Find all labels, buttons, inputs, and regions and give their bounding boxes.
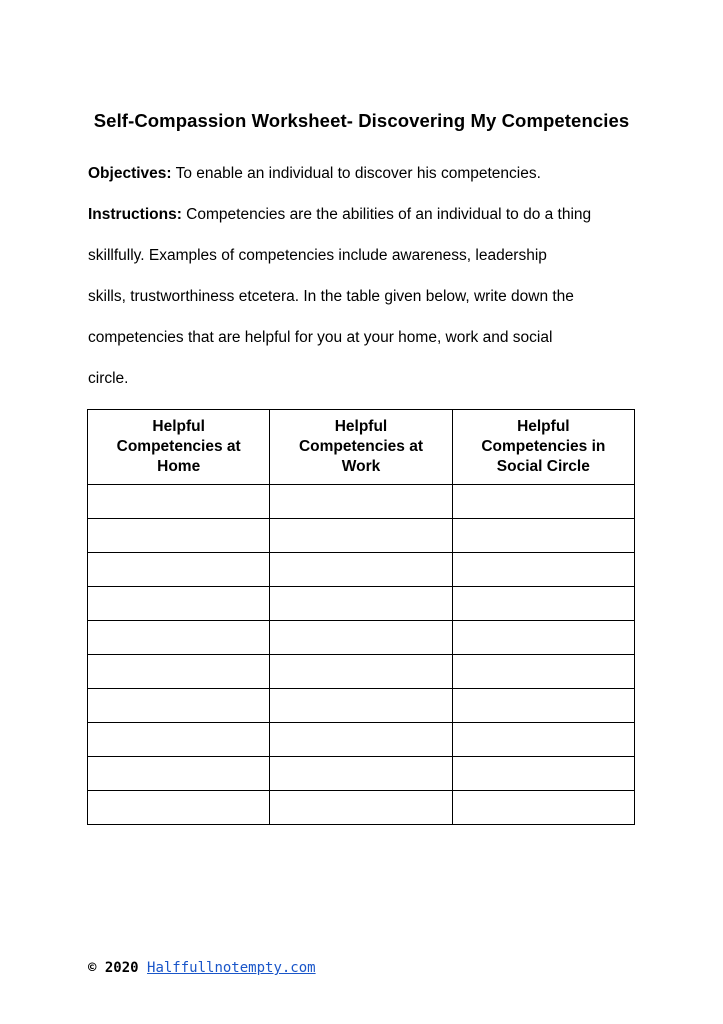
table-cell-social-circle[interactable] [452, 689, 634, 723]
objectives-paragraph [88, 153, 648, 194]
table-body [88, 485, 635, 825]
table-cell-home[interactable] [88, 791, 270, 825]
table-cell-social-circle[interactable] [452, 655, 634, 689]
objectives-label: Objectives: [88, 165, 172, 182]
table-cell-social-circle[interactable] [452, 587, 634, 621]
table-cell-home[interactable] [88, 655, 270, 689]
table-row [88, 791, 635, 825]
header-work: Helpful Competencies at Work [270, 410, 452, 485]
instructions-line: competencies that are helpful for you at your home, work and social [88, 329, 553, 346]
table-cell-home[interactable] [88, 587, 270, 621]
table-cell-social-circle[interactable] [452, 621, 634, 655]
table-cell-work[interactable] [270, 519, 452, 553]
table-cell-social-circle[interactable] [452, 553, 634, 587]
table-cell-social-circle[interactable] [452, 791, 634, 825]
competencies-table [87, 409, 635, 825]
table-cell-work[interactable] [270, 757, 452, 791]
footer [88, 958, 316, 978]
table-cell-work[interactable] [270, 791, 452, 825]
instructions-line: skills, trustworthiness etcetera. In the table given below, write down the [88, 288, 574, 305]
table-row [88, 587, 635, 621]
table-cell-social-circle[interactable] [452, 723, 634, 757]
table-cell-work[interactable] [270, 621, 452, 655]
table-cell-social-circle[interactable] [452, 485, 634, 519]
instructions-label: Instructions: [88, 206, 182, 223]
table-cell-work[interactable] [270, 485, 452, 519]
table-row [88, 689, 635, 723]
objectives-text: To enable an individual to discover his competencies. [171, 165, 541, 182]
table-row [88, 553, 635, 587]
table-cell-work[interactable] [270, 655, 452, 689]
table-row [88, 655, 635, 689]
table-cell-work[interactable] [270, 587, 452, 621]
table-row [88, 519, 635, 553]
table-cell-home[interactable] [88, 757, 270, 791]
table-cell-social-circle[interactable] [452, 757, 634, 791]
table-row [88, 757, 635, 791]
table-header-row [88, 410, 635, 485]
instructions-paragraph [88, 194, 648, 399]
instructions-line: circle. [88, 370, 129, 387]
table-cell-home[interactable] [88, 621, 270, 655]
header-social-circle: Helpful Competencies in Social Circle [452, 410, 634, 485]
table-cell-home[interactable] [88, 553, 270, 587]
table-cell-home[interactable] [88, 485, 270, 519]
header-home: Helpful Competencies at Home [88, 410, 270, 485]
website-link[interactable]: Halffullnotempty.com [147, 960, 316, 976]
table-cell-home[interactable] [88, 519, 270, 553]
table-row [88, 621, 635, 655]
table-cell-social-circle[interactable] [452, 519, 634, 553]
table-row [88, 723, 635, 757]
instructions-line: skillfully. Examples of competencies include awareness, leadership [88, 247, 547, 264]
copyright-text: © 2020 [88, 960, 139, 976]
instructions-text: Competencies are the abilities of an individual to do a thing [181, 206, 592, 223]
table-row [88, 485, 635, 519]
table-cell-home[interactable] [88, 689, 270, 723]
table-cell-work[interactable] [270, 553, 452, 587]
page-title: Self-Compassion Worksheet- Discovering My Competencies [93, 110, 630, 131]
instructions-line [88, 194, 648, 235]
table-cell-work[interactable] [270, 723, 452, 757]
table-cell-work[interactable] [270, 689, 452, 723]
table-cell-home[interactable] [88, 723, 270, 757]
